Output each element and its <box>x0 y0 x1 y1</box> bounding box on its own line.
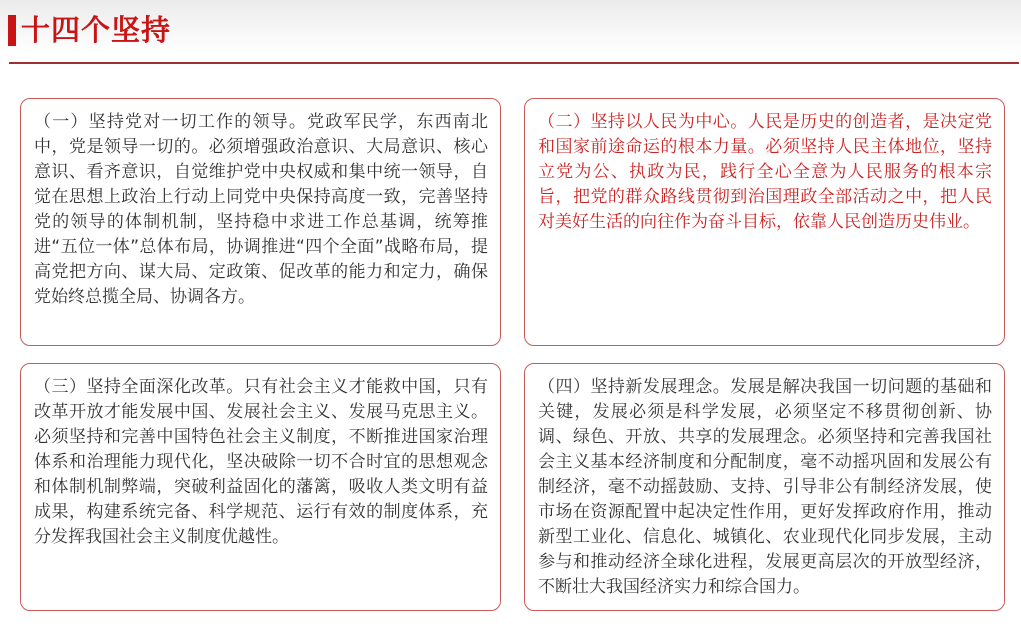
item-text-2: （二）坚持以人民为中心。人民是历史的创造者，是决定党和国家前途命运的根本力量。必须坚持人民主体地位，坚持立党为公、执政为民，践行全心全意为人民服务的根本宗旨，把党的群众路线贯彻到治国理政全部活动之中，把人民对美好生活的向往作为奋斗目标，依靠人民创造历史伟业。 <box>538 112 992 232</box>
item-card-2[interactable] <box>524 98 1005 346</box>
item-text-3: （三）坚持全面深化改革。只有社会主义才能救中国，只有改革开放才能发展中国、发展社会主义、发展马克思主义。必须坚持和完善中国特色社会主义制度，不断推进国家治理体系和治理能力现代化，坚决破除一切不合时宜的思想观念和体制机制弊端，突破利益固化的藩篱，吸收人类文明有益成果，构建系统完备、科学规范、运行有效的制度体系，充分发挥我国社会主义制度优越性。 <box>34 377 488 547</box>
title-divider <box>9 62 1019 64</box>
item-card-3[interactable] <box>20 363 501 611</box>
item-text-1: （一）坚持党对一切工作的领导。党政军民学，东西南北中，党是领导一切的。必须增强政治意识、大局意识、核心意识、看齐意识，自觉维护党中央权威和集中统一领导，自觉在思想上政治上行动上同党中央保持高度一致，完善坚持党的领导的体制机制，坚持稳中求进工作总基调，统筹推进“五位一体”总体布局，协调推进“四个全面”战略布局，提高党把方向、谋大局、定政策、促改革的能力和定力，确保党始终总揽全局、协调各方。 <box>34 112 488 307</box>
page-title: 十四个坚持 <box>21 12 172 47</box>
page-header <box>8 13 1021 47</box>
title-accent-bar <box>8 15 16 46</box>
items-grid <box>20 98 1005 611</box>
item-card-1[interactable] <box>20 98 501 346</box>
item-text-4: （四）坚持新发展理念。发展是解决我国一切问题的基础和关键，发展必须是科学发展，必须坚定不移贯彻创新、协调、绿色、开放、共享的发展理念。必须坚持和完善我国社会主义基本经济制度和分配制度，毫不动摇巩固和发展公有制经济，毫不动摇鼓励、支持、引导非公有制经济发展，使市场在资源配置中起决定性作用，更好发挥政府作用，推动新型工业化、信息化、城镇化、农业现代化同步发展，主动参与和推动经济全球化进程，发展更高层次的开放型经济，不断壮大我国经济实力和综合国力。 <box>538 377 992 597</box>
item-card-4[interactable] <box>524 363 1005 611</box>
